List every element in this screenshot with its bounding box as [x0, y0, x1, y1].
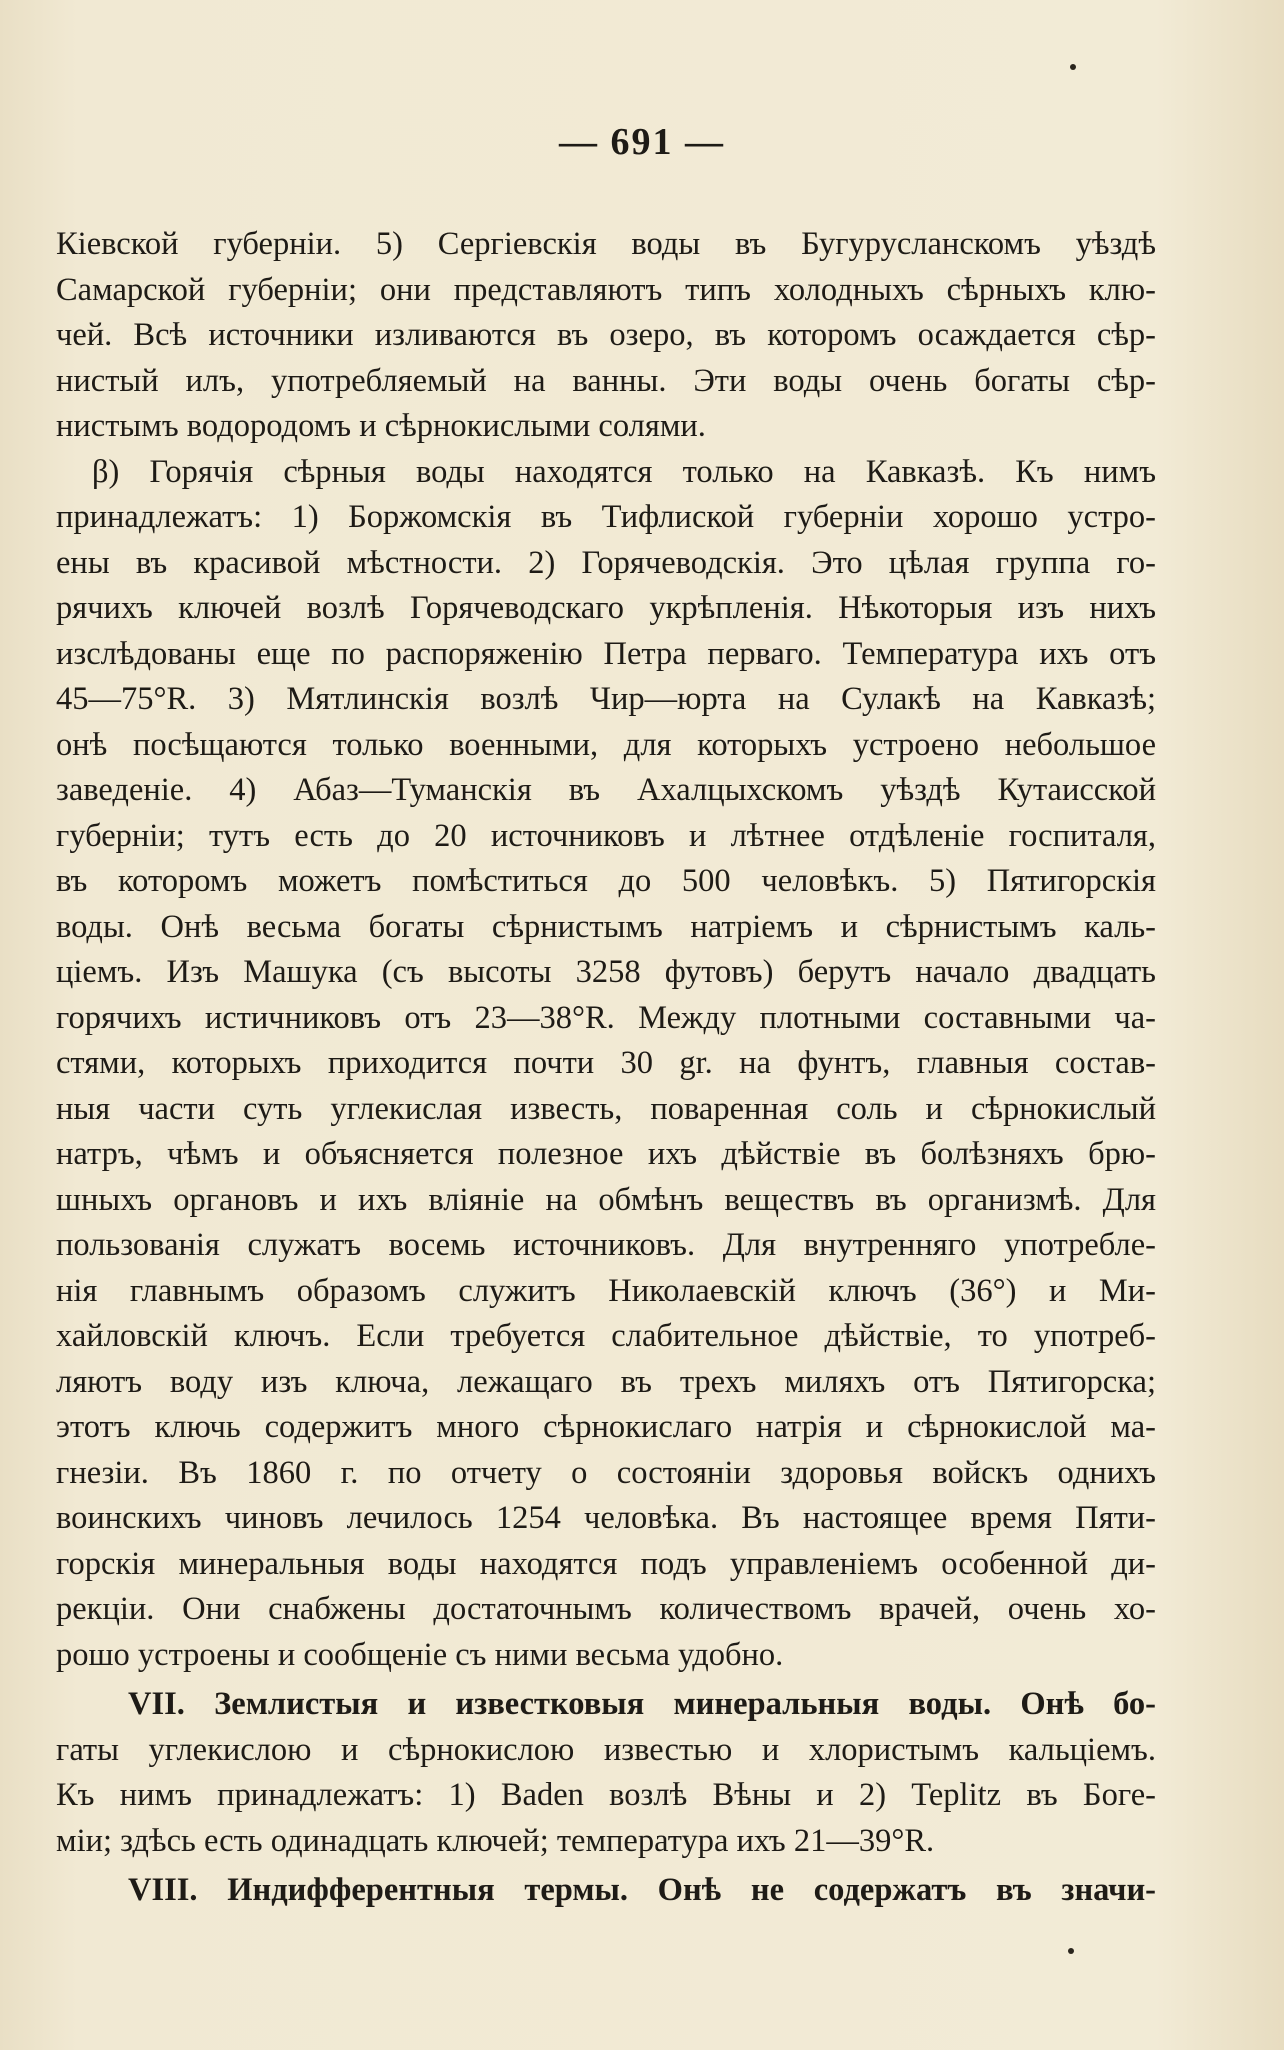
text-line: заведеніе. 4) Абаз—Туманскія въ Ахалцыхскомъ уѣздѣ Кутаисской — [56, 772, 1156, 808]
text-line: изслѣдованы еще по распоряженію Петра перваго. Температура ихъ отъ — [56, 635, 1156, 672]
page-number: — 691 — — [559, 121, 725, 163]
text-line: міи; здѣсь есть одинадцать ключей; температура ихъ 21—39°R. — [56, 1822, 935, 1859]
text-line: рячихъ ключей возлѣ Горячеводскаго укрѣпленія. Нѣкоторыя изъ нихъ — [56, 590, 1156, 626]
text-line: ляютъ воду изъ ключа, лежащаго въ трехъ миляхъ отъ Пятигорска; — [56, 1363, 1156, 1400]
body-text — [56, 222, 1156, 1914]
text-line: ены въ красивой мѣстности. 2) Горячеводскія. Это цѣлая группа го- — [56, 544, 1156, 581]
text-line: Къ нимъ принадлежатъ: 1) Baden возлѣ Вѣны и 2) Teplitz въ Боге- — [56, 1777, 1156, 1813]
ink-speck — [1070, 64, 1076, 70]
text-line: гнезіи. Въ 1860 г. по отчету о состояніи здоровья войскъ однихъ — [56, 1454, 1156, 1491]
text-line: стями, которыхъ приходится почти 30 gr. на фунтъ, главныя состав- — [56, 1045, 1156, 1081]
text-line: воинскихъ чиновъ лечилось 1254 человѣка. Въ настоящее время Пяти- — [56, 1500, 1156, 1536]
text-line: Кіевской губерніи. 5) Сергіевскія воды въ Бугурусланскомъ уѣздѣ — [56, 226, 1156, 262]
text-line: ныя части суть углекислая известь, поваренная соль и сѣрнокислый — [56, 1090, 1156, 1127]
text-line: гаты углекислою и сѣрнокислою известью и хлористымъ кальціемъ. — [56, 1731, 1156, 1768]
text-line: чей. Всѣ источники изливаются въ озеро, въ которомъ осаждается сѣр- — [56, 317, 1156, 353]
text-line: нистымъ водородомъ и сѣрнокислыми солями. — [56, 408, 706, 444]
text-line: хайловскій ключъ. Если требуется слабительное дѣйствіе, то употреб- — [56, 1318, 1156, 1354]
text-line: нистый илъ, употребляемый на ванны. Эти воды очень богаты сѣр- — [56, 362, 1156, 399]
text-line: принадлежатъ: 1) Боржомскія въ Тифлиской губерніи хорошо устро- — [56, 499, 1156, 535]
text-line: рекціи. Они снабжены достаточнымъ количествомъ врачей, очень хо- — [56, 1591, 1156, 1627]
text-line: ціемъ. Изъ Машука (съ высоты 3258 футовъ) берутъ начало двадцать — [56, 954, 1156, 990]
text-line: β) Горячія сѣрныя воды находятся только на Кавказѣ. Къ нимъ — [92, 453, 1156, 490]
text-line: нія главнымъ образомъ служитъ Николаевскій ключъ (36°) и Ми- — [56, 1272, 1156, 1309]
text-line: горячихъ истичниковъ отъ 23—38°R. Между плотными составными ча- — [56, 999, 1156, 1036]
text-line: 45—75°R. 3) Мятлинскія возлѣ Чир—юрта на Сулакѣ на Кавказѣ; — [56, 681, 1156, 717]
text-line: шныхъ органовъ и ихъ вліяніе на обмѣнъ веществъ въ организмѣ. Для — [56, 1181, 1156, 1218]
section-heading-line: VIII. Индифферентныя термы. Онѣ не содержатъ въ значи- — [128, 1872, 1156, 1908]
text-line: пользованія служатъ восемь источниковъ. Для внутренняго употребле- — [56, 1227, 1156, 1263]
text-line: онѣ посѣщаются только военными, для которыхъ устроено небольшое — [56, 726, 1156, 763]
text-line: рошо устроены и сообщеніе съ ними весьма удобно. — [56, 1636, 784, 1673]
text-line: натръ, чѣмъ и объясняется полезное ихъ дѣйствіе въ болѣзняхъ брю- — [56, 1136, 1156, 1172]
text-line: горскія минеральныя воды находятся подъ управленіемъ особенной ди- — [56, 1545, 1156, 1582]
text-line: воды. Онѣ весьма богаты сѣрнистымъ натріемъ и сѣрнистымъ каль- — [56, 908, 1156, 945]
text-line: Самарской губерніи; они представляютъ типъ холодныхъ сѣрныхъ клю- — [56, 271, 1156, 308]
text-line: этотъ ключь содержитъ много сѣрнокислаго натрія и сѣрнокислой ма- — [56, 1409, 1156, 1445]
text-line: губерніи; тутъ есть до 20 источниковъ и лѣтнее отдѣленіе госпиталя, — [56, 817, 1156, 854]
section-heading-line: VII. Землистыя и известковыя минеральныя воды. Онѣ бо- — [128, 1686, 1156, 1722]
text-line: въ которомъ можетъ помѣститься до 500 человѣкъ. 5) Пятигорскія — [56, 863, 1156, 899]
ink-speck — [1068, 1948, 1074, 1954]
